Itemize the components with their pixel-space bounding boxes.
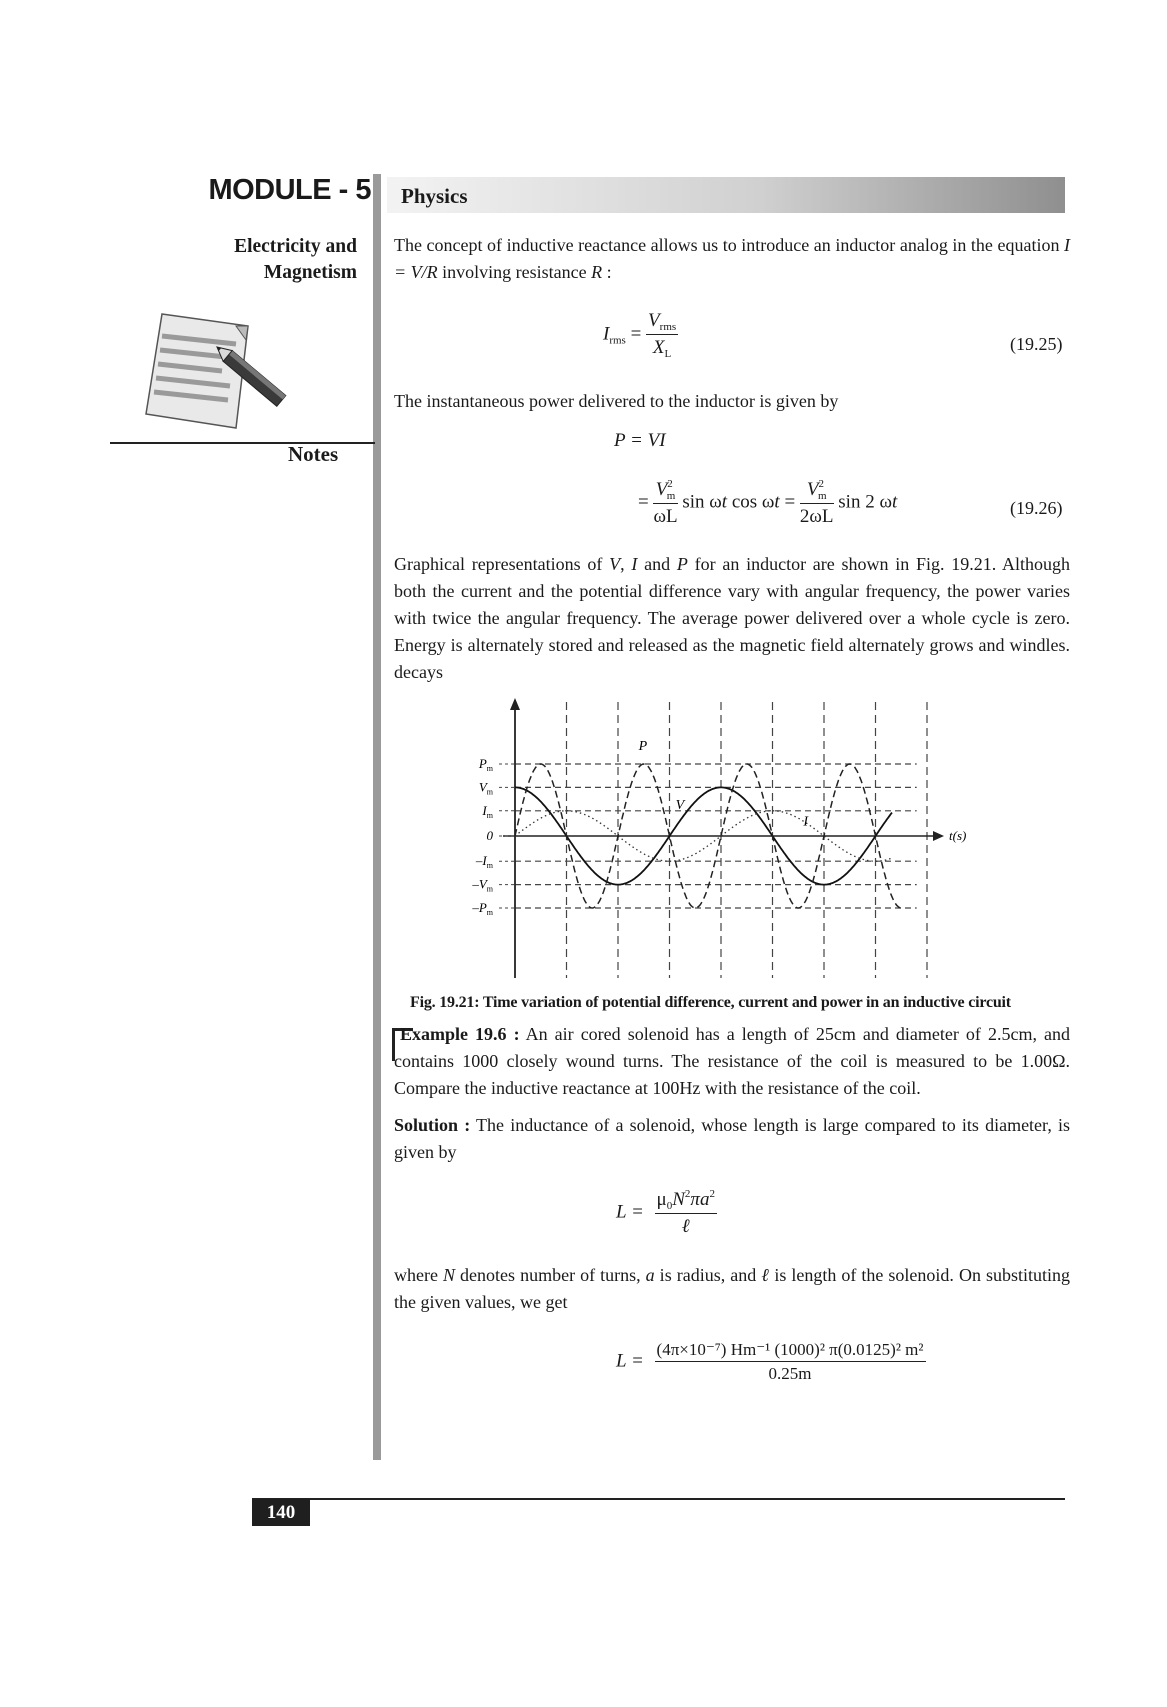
solution-label: Solution : [394, 1115, 471, 1135]
y-tick-label: $-I_m$ [475, 853, 493, 871]
paragraph-1: The concept of inductive reactance allows us to introduce an inductor analog in the equation I = V/R involving resistance R : [394, 235, 1070, 282]
example-label: Example 19.6 : [400, 1024, 520, 1044]
y-tick-label: $I_m$ [482, 802, 493, 820]
y-axis-arrow [510, 698, 520, 710]
equation-substitution: L = $\frac{\text{(4π×10⁻⁷) Hm⁻¹ (1000)² π(0.0125)² m²}}{0.25m}$ [616, 1340, 924, 1383]
x-axis-arrow [933, 831, 944, 841]
footer-rule [252, 1498, 1065, 1500]
solution: Solution : The inductance of a solenoid, whose length is large compared to its diameter, is given by [394, 1115, 1070, 1162]
example-19-6: Example 19.6 : An air cored solenoid has a length of 25cm and diameter of 2.5cm, and contains 1000 closely wound turns. The resistance of the coil is measured to be 1.00Ω. Compare the inductive reactance at 100Hz with the resistance of the coil. [394, 1024, 1070, 1098]
series-label-I: I [803, 814, 809, 830]
y-tick-label: $P_m$ [478, 756, 493, 773]
y-tick-label: $-P_m$ [472, 900, 493, 917]
section-line-2: Magnetism [263, 262, 357, 283]
figure-caption: Fig. 19.21: Time variation of potential difference, current and power in an inductive circuit [410, 994, 1011, 1011]
vip-waveform-chart [460, 696, 980, 986]
notes-pencil-icon [140, 306, 290, 441]
series-label-V: V [675, 798, 685, 813]
subject-title: Physics [401, 184, 468, 208]
equation-solenoid-inductance: L = $\frac{\mu_0N^2\pi a^2}{\text{ℓ}}$ [616, 1188, 715, 1237]
section-line-1: Electricity and [234, 236, 357, 257]
paragraph-4: where N denotes number of turns, a is radius, and ℓ is length of the solenoid. On substituting the given values, we get [394, 1265, 1071, 1312]
section-name [220, 234, 357, 286]
notes-label: Notes [288, 442, 339, 466]
y-tick-label: $V_m$ [478, 779, 493, 797]
figure-19-21 [460, 696, 980, 991]
series-label-P: P [638, 739, 648, 754]
equation-19-26-line-1: P = VI [614, 430, 666, 451]
equation-number-19-25: (19.25) [1010, 334, 1063, 354]
y-tick-label: 0 [486, 828, 493, 843]
y-tick-label: $-V_m$ [472, 876, 493, 894]
x-axis-label: t(s) [949, 828, 967, 843]
equation-19-25: $I_{rms}$ = $\frac{V_{rms}}{X_L}$ [603, 310, 677, 360]
equation-number-19-26: (19.26) [1010, 498, 1063, 518]
paragraph-3: Graphical representations of V, I and P for an inductor are shown in Fig. 19.21. Although both the current and the potential difference vary with angular frequency, the power varies with twice the angular frequency. The average power delivered over a whole cycle is zero. Energy is alternately stored and released as the magnetic field alternately grows and windles. decays [394, 554, 1071, 682]
page-number: 140 [252, 1499, 310, 1526]
subject-header-band [387, 177, 1065, 213]
module-title: MODULE - 5 [208, 174, 371, 206]
margin-divider [373, 174, 381, 1460]
paragraph-2: The instantaneous power delivered to the inductor is given by [394, 391, 839, 411]
equation-19-26-line-2: = $\frac{V^2_m}{\omega L}$ sin ωt cos ωt = $\frac{V^2_m}{2\omega L}$ sin 2 ωt [638, 478, 898, 527]
